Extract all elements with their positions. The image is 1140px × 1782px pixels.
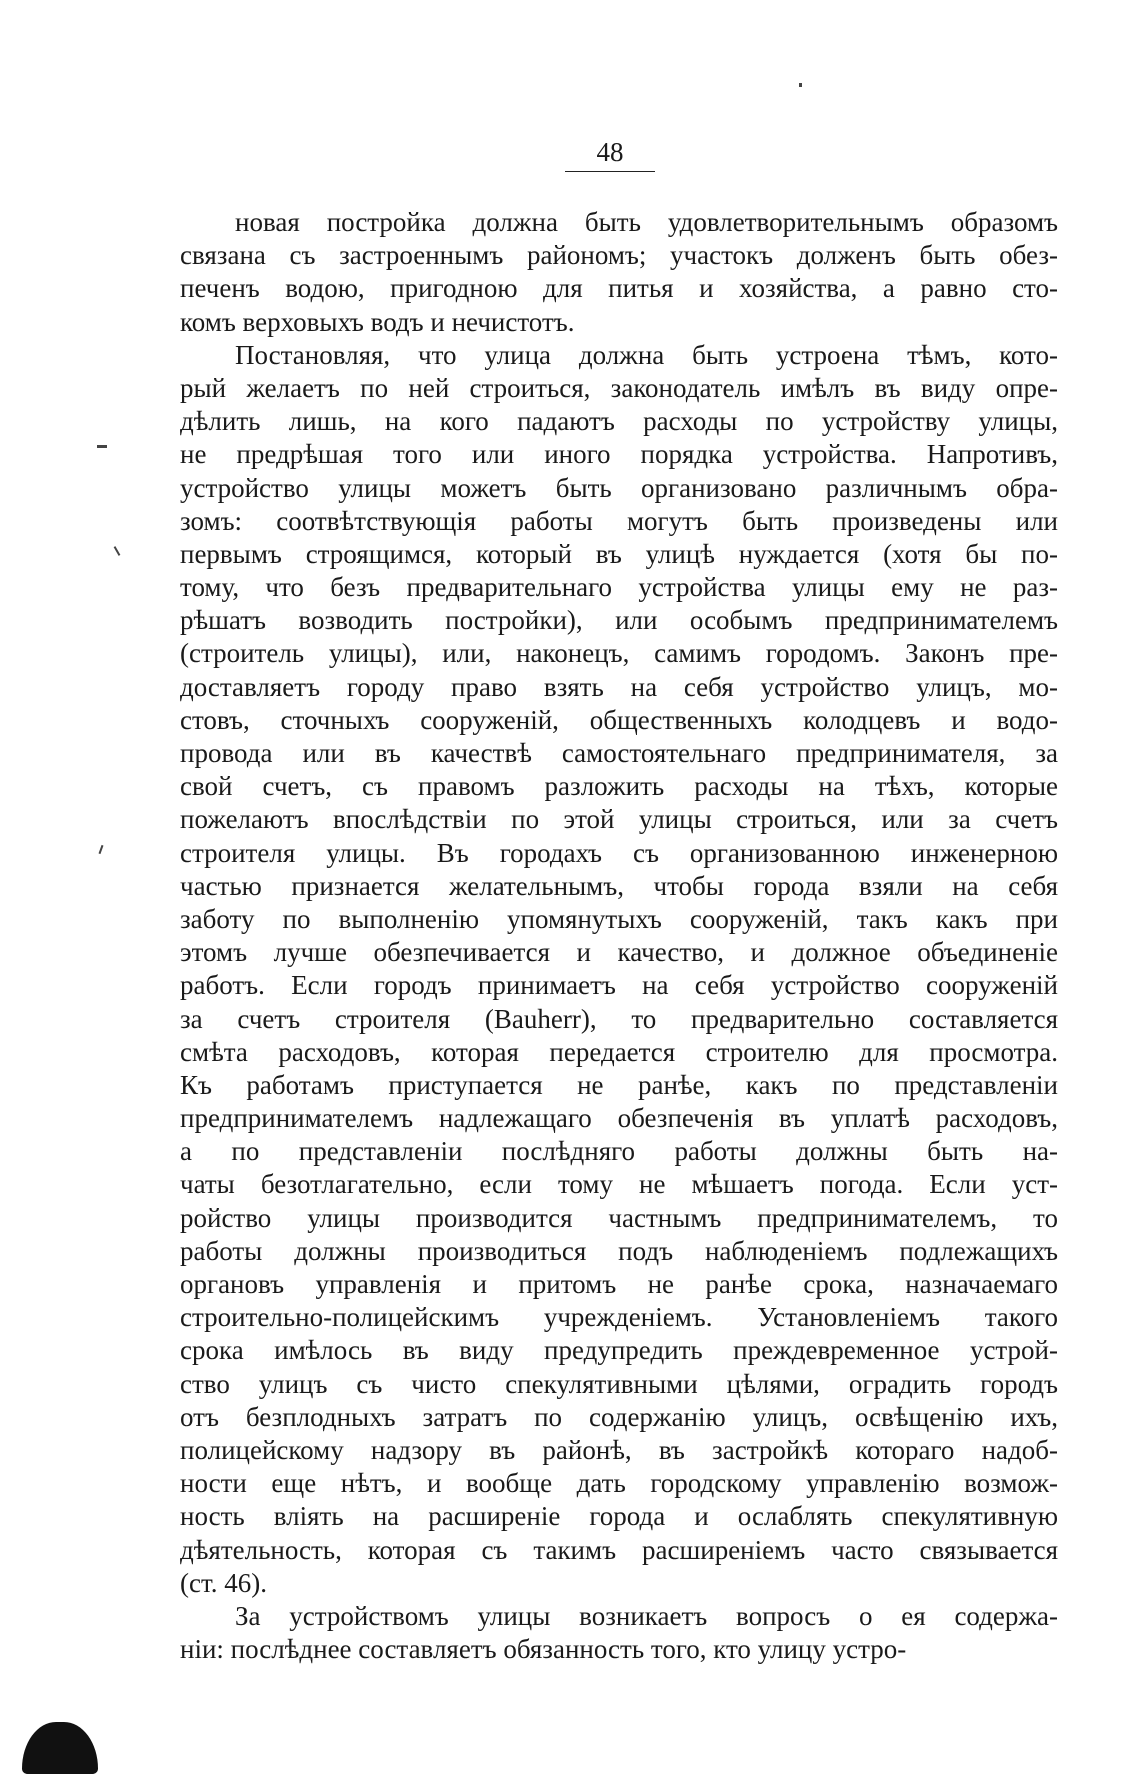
text-line: дѣятельность, которая съ такимъ расширеніемъ часто связывается [180, 1534, 1058, 1565]
text-line: доставляетъ городу право взять на себя устройство улицъ, мо- [180, 671, 1058, 702]
text-line: а по представленіи послѣдняго работы должны быть на- [180, 1136, 1058, 1167]
text-line: рый желаетъ по ней строиться, законодатель имѣлъ въ виду опре- [180, 372, 1058, 403]
text-line: печенъ водою, пригодною для питья и хозяйства, а равно сто- [180, 273, 1058, 304]
ink-blot [22, 1722, 98, 1774]
text-line: дѣлить лишь, на кого падаютъ расходы по устройству улицы, [180, 406, 1058, 437]
page-number-rule [565, 171, 655, 172]
text-line: заботу по выполненію упомянутыхъ сооруженій, такъ какъ при [180, 903, 1058, 934]
page-number: 48 [596, 137, 624, 167]
text-line: чаты безотлагательно, если тому не мѣшаетъ погода. Если уст- [180, 1169, 1058, 1200]
text-line: срока имѣлось въ виду предупредить преждевременное устрой- [180, 1335, 1058, 1366]
text-line: стовъ, сточныхъ сооруженій, общественныхъ колодцевъ и водо- [180, 704, 1058, 735]
text-line: провода или въ качествѣ самостоятельнаго предпринимателя, за [180, 738, 1058, 768]
text-line: строителя улицы. Въ городахъ съ организованною инженерною [180, 837, 1058, 868]
text-line: отъ безплодныхъ затратъ по содержанію улицъ, освѣщенію ихъ, [180, 1401, 1058, 1432]
text-line: связана съ застроеннымъ райономъ; участокъ долженъ быть обез- [180, 240, 1058, 271]
text-line: строительно-полицейскимъ учрежденіемъ. Установленіемъ такого [180, 1302, 1058, 1333]
text-line: пожелаютъ впослѣдствіи по этой улицы строиться, или за счетъ [180, 804, 1058, 835]
text-line: (строитель улицы), или, наконецъ, самимъ городомъ. Законъ пре- [180, 638, 1058, 669]
margin-mark [97, 445, 107, 448]
text-line: За устройствомъ улицы возникаетъ вопросъ о ея содержа- [235, 1600, 1058, 1631]
text-line: рѣшатъ возводить постройки), или особымъ предпринимателемъ [180, 605, 1058, 636]
text-line: органовъ управленія и притомъ не ранѣе срока, назначаемаго [180, 1269, 1058, 1299]
text-line: первымъ строящимся, который въ улицѣ нуждается (хотя бы по- [180, 538, 1058, 569]
text-line: ство улицъ съ чисто спекулятивными цѣлями, оградить городъ [180, 1368, 1058, 1399]
text-line: ройство улицы производится частнымъ предпринимателемъ, то [180, 1202, 1058, 1233]
text-line: комъ верховыхъ водъ и нечистотъ. [180, 306, 575, 337]
text-line: частью признается желательнымъ, чтобы города взяли на себя [180, 870, 1058, 901]
text-line: зомъ: соотвѣтствующія работы могутъ быть произведены или [180, 505, 1058, 536]
text-line: работы должны производиться подъ наблюденіемъ подлежащихъ [180, 1235, 1058, 1266]
text-line: работъ. Если городъ принимаетъ на себя устройство сооруженій [180, 970, 1058, 1001]
text-line: этомъ лучше обезпечивается и качество, и должное объединеніе [180, 937, 1058, 968]
text-line: (ст. 46). [180, 1567, 267, 1598]
margin-mark [799, 83, 802, 87]
text-line: Постановляя, что улица должна быть устроена тѣмъ, кото- [235, 339, 1058, 370]
body-text [180, 206, 1058, 1666]
text-line: ности еще нѣтъ, и вообще дать городскому управленію возмож- [180, 1468, 1058, 1499]
text-line: предпринимателемъ надлежащаго обезпеченія въ уплатѣ расходовъ, [180, 1103, 1058, 1134]
text-line: за счетъ строителя (Bauherr), то предварительно составляется [180, 1003, 1058, 1034]
text-line: смѣта расходовъ, которая передается строителю для просмотра. [180, 1036, 1058, 1067]
text-line: новая постройка должна быть удовлетворительнымъ образомъ [235, 207, 1058, 237]
text-line: ніи: послѣднее составляетъ обязанность того, кто улицу устро- [180, 1634, 907, 1665]
margin-mark [114, 546, 121, 556]
text-line: тому, что безъ предварительнаго устройства улицы ему не раз- [180, 572, 1058, 603]
text-line: не предрѣшая того или иного порядка устройства. Напротивъ, [180, 439, 1058, 470]
text-line: устройство улицы можетъ быть организовано различнымъ обра- [180, 472, 1058, 503]
text-line: свой счетъ, съ правомъ разложить расходы на тѣхъ, которые [180, 771, 1058, 802]
text-line: ность вліять на расширеніе города и ослаблять спекулятивную [180, 1501, 1058, 1532]
text-line: полицейскому надзору въ районѣ, въ застройкѣ котораго надоб- [180, 1434, 1058, 1465]
margin-mark [99, 845, 104, 854]
text-line: Къ работамъ приступается не ранѣе, какъ по представленіи [180, 1069, 1058, 1100]
